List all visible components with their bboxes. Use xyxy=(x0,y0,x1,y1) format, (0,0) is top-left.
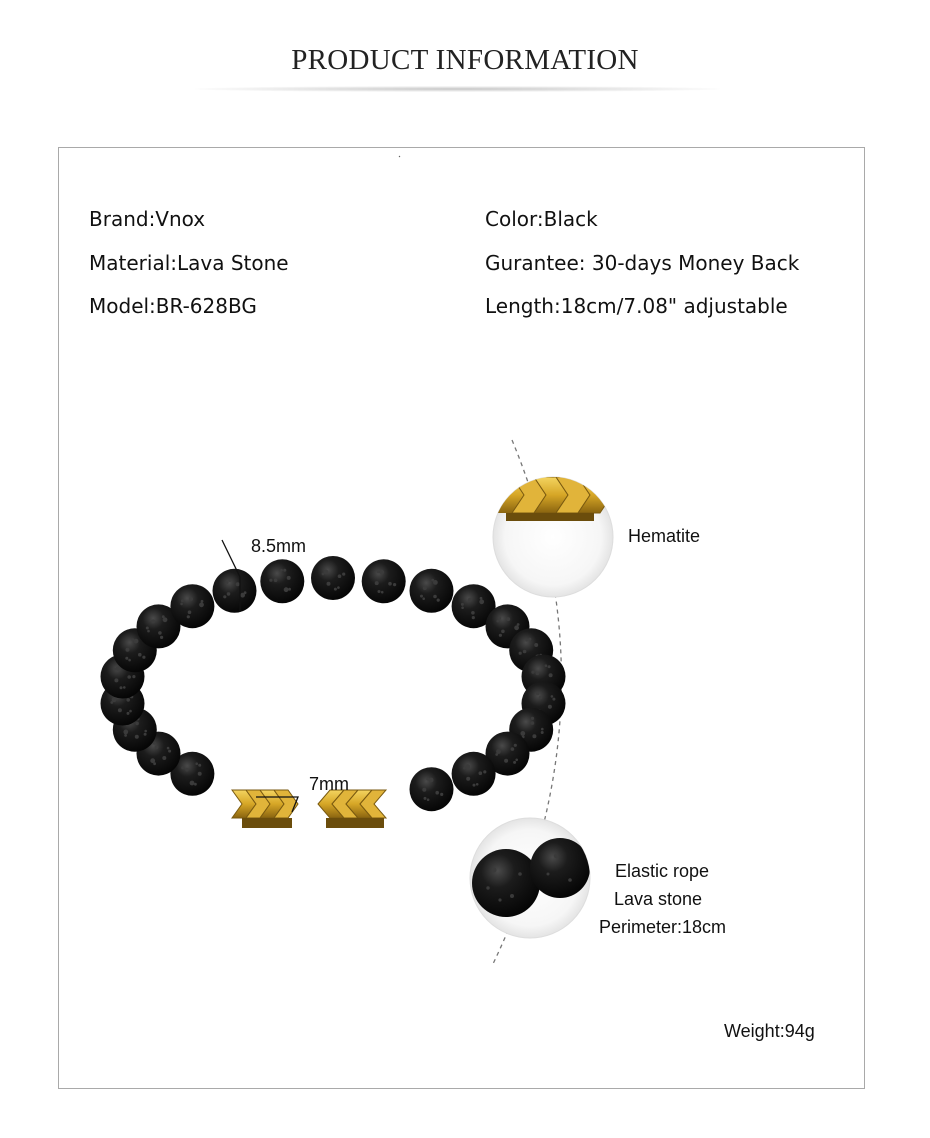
spec-material: Material:Lava Stone xyxy=(89,251,289,275)
lava-bead xyxy=(362,559,406,603)
bead-size-label: 8.5mm xyxy=(251,536,307,556)
spec-guarantee: Gurantee: 30-days Money Back xyxy=(485,251,800,275)
lava-bead xyxy=(170,584,214,628)
hematite-zoom xyxy=(493,477,613,597)
hematite-label: Hematite xyxy=(628,526,701,546)
perimeter-label: Perimeter:18cm xyxy=(599,917,727,937)
lava-bead xyxy=(410,569,454,613)
spec-brand: Brand:Vnox xyxy=(89,207,206,231)
hematite-size-label: 7mm xyxy=(309,774,349,794)
spec-length: Length:18cm/7.08" adjustable xyxy=(485,294,788,318)
elastic-rope-label: Elastic rope xyxy=(615,861,710,881)
lava-bead xyxy=(260,559,304,603)
lava-stone-label: Lava stone xyxy=(614,889,703,909)
lava-zoom xyxy=(470,818,590,938)
weight-label: Weight:94g xyxy=(724,1021,815,1041)
page-title: PRODUCT INFORMATION xyxy=(291,44,639,76)
lava-bead xyxy=(213,569,257,613)
hematite-segment xyxy=(232,790,386,828)
spec-color: Color:Black xyxy=(485,207,598,231)
lava-bead xyxy=(311,556,355,600)
bracelet xyxy=(101,556,566,811)
lava-bead xyxy=(410,767,454,811)
lava-bead xyxy=(452,752,496,796)
spec-model: Model:BR-628BG xyxy=(89,294,257,318)
